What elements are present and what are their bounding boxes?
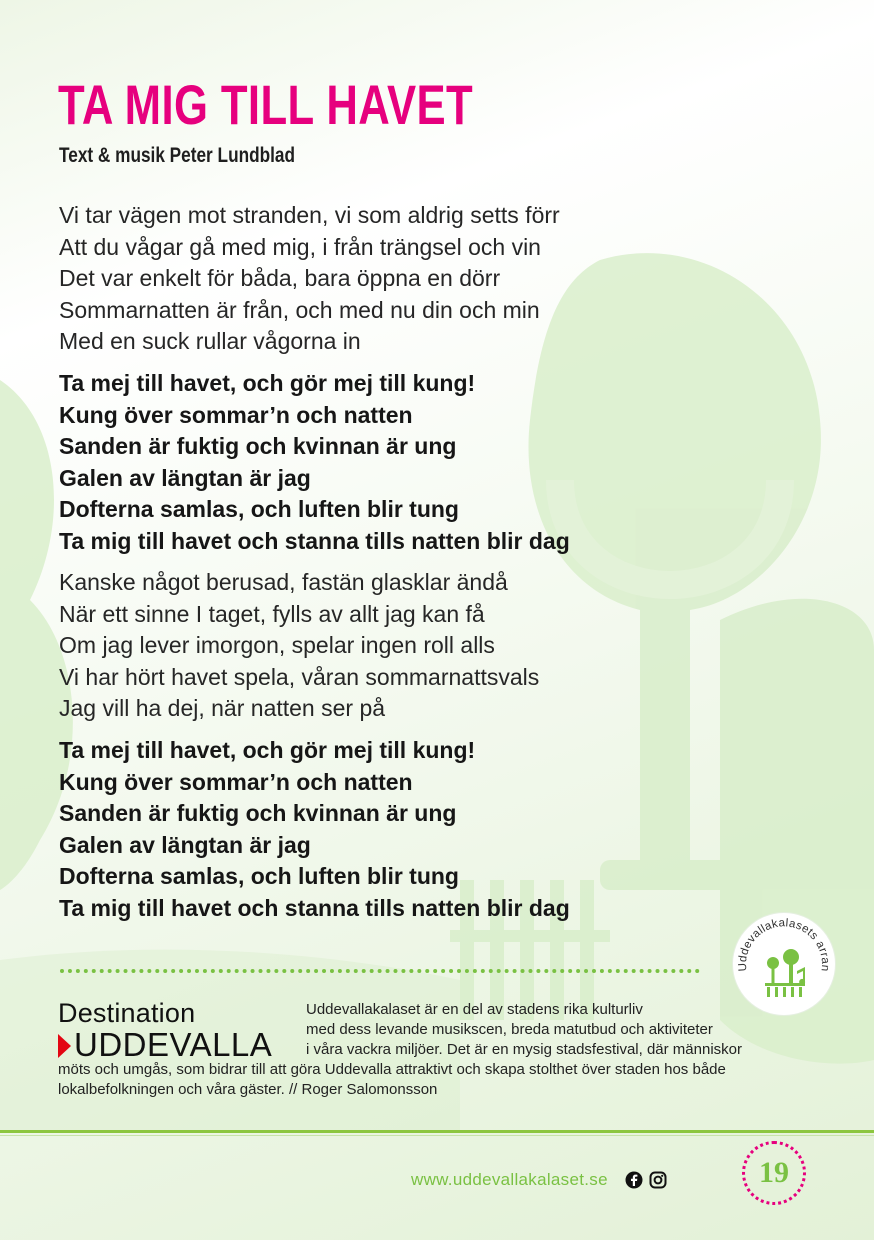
badge-text: Uddevallakalasets arran xyxy=(736,917,832,973)
footer-divider xyxy=(0,1130,874,1133)
verse-1 xyxy=(59,200,560,358)
chorus-line: Ta mej till havet, och gör mej till kung! xyxy=(59,370,476,396)
chorus-line: Sanden är fuktig och kvinnan är ung xyxy=(59,800,457,826)
dotted-divider xyxy=(60,969,700,973)
lyric-line: Sommarnatten är från, och med nu din och min xyxy=(59,296,540,323)
lyric-line: Jag vill ha dej, när natten ser på xyxy=(59,695,386,721)
chorus-line: Ta mig till havet och stanna tills natten blir dag xyxy=(59,894,570,921)
about-line: med dess levande musikscen, breda matutbud och aktiviteter xyxy=(306,1021,713,1038)
lyric-line: Om jag lever imorgon, spelar ingen roll alls xyxy=(59,632,495,658)
instagram-icon[interactable] xyxy=(649,1171,667,1189)
chorus-line: Sanden är fuktig och kvinnan är ung xyxy=(59,433,457,459)
lyric-line: Vi har hört havet spela, våran sommarnattsvals xyxy=(59,663,540,690)
logo-text-top: Destination xyxy=(58,998,196,1028)
facebook-icon[interactable] xyxy=(625,1171,643,1189)
chorus-line: Dofterna samlas, och luften blir tung xyxy=(59,496,459,522)
about-line: möts och umgås, som bidrar till att göra Uddevalla attraktivt och skapa stolthet över staden hos både xyxy=(58,1061,726,1078)
logo-text-bottom: UDDEVALLA xyxy=(74,1026,273,1063)
chorus-2 xyxy=(59,735,570,924)
lyric-line: Att du vågar gå med mig, i från trängsel och vin xyxy=(59,233,541,260)
chorus-1 xyxy=(59,368,570,557)
svg-text:Uddevallakalasets arrangör xyxy=(733,913,831,972)
about-line: Uddevallakalaset är en del av stadens rika kulturliv xyxy=(306,1001,643,1018)
lyric-line: Det var enkelt för båda, bara öppna en dörr xyxy=(59,265,501,291)
page-number: 19 xyxy=(742,1141,806,1205)
chorus-line: Kung över sommar’n och natten xyxy=(59,401,413,428)
about-line: i våra vackra miljöer. Det är en mysig stadsfestival, där människor xyxy=(306,1041,742,1058)
chorus-line: Ta mig till havet och stanna tills natten blir dag xyxy=(59,527,570,554)
chorus-line: Dofterna samlas, och luften blir tung xyxy=(59,863,459,889)
about-line: lokalbefolkningen och våra gäster. // Roger Salomonsson xyxy=(58,1081,438,1098)
lyric-line: Med en suck rullar vågorna in xyxy=(59,328,361,354)
lyric-line: Vi tar vägen mot stranden, vi som aldrig setts förr xyxy=(59,202,560,228)
song-credits: Text & musik Peter Lundblad xyxy=(59,144,296,167)
song-title: TA MIG TILL HAVET xyxy=(58,73,474,136)
verse-2 xyxy=(59,567,539,725)
chorus-line: Kung över sommar’n och natten xyxy=(59,768,413,795)
chorus-line: Galen av längtan är jag xyxy=(59,464,311,491)
lyric-line: När ett sinne I taget, fylls av allt jag kan få xyxy=(59,600,485,627)
chorus-line: Ta mej till havet, och gör mej till kung! xyxy=(59,737,476,763)
about-paragraph xyxy=(58,1000,818,1100)
website-link[interactable]: www.uddevallakalaset.se xyxy=(411,1170,608,1189)
lyric-line: Kanske något berusad, fastän glasklar ändå xyxy=(59,569,508,595)
chorus-line: Galen av längtan är jag xyxy=(59,831,311,858)
